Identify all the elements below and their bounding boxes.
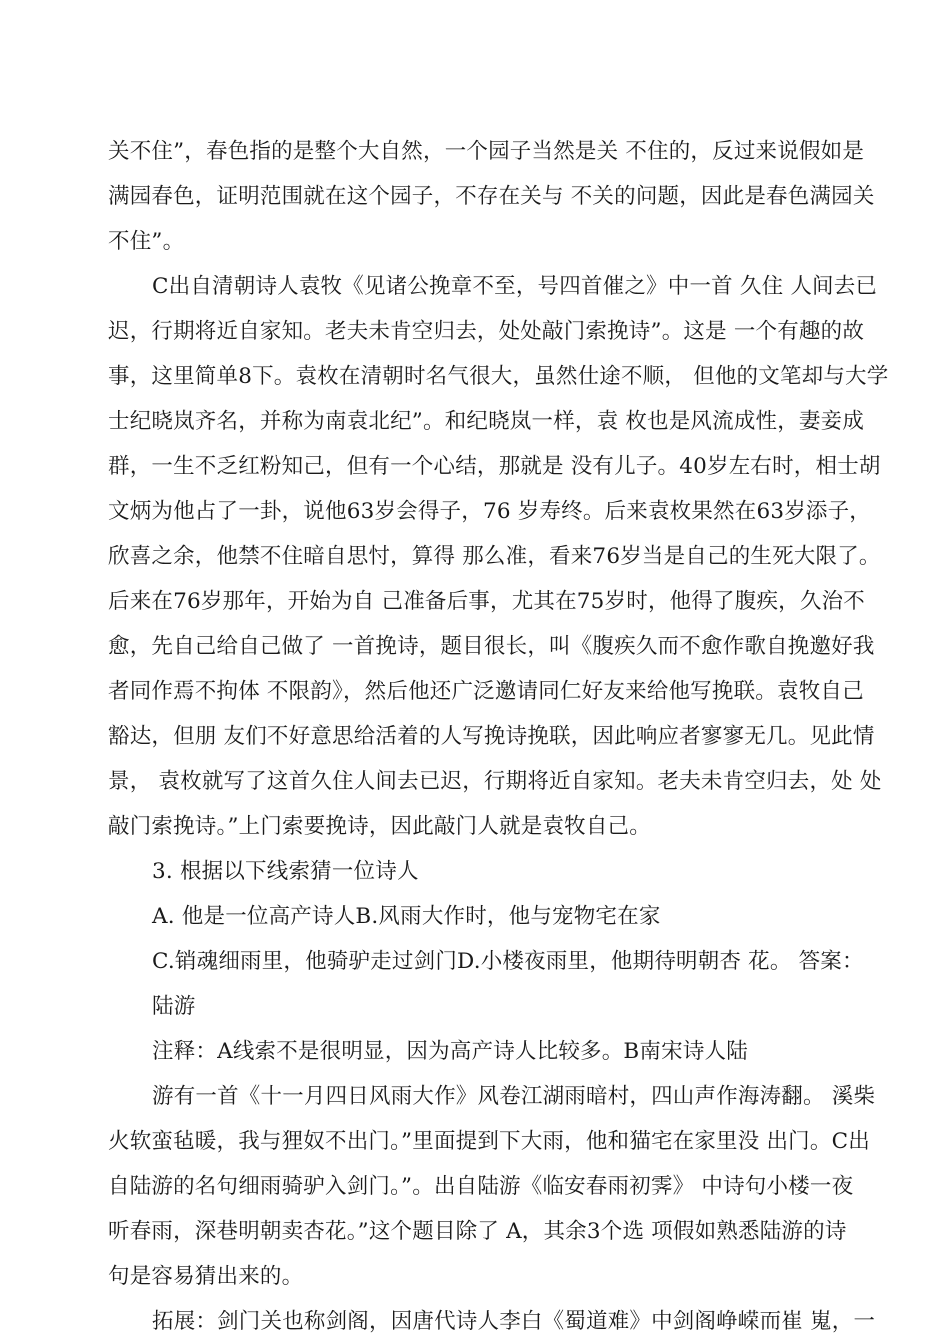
text-line: 迟，行期将近自家知。老夫未肯空归去，处处敲门索挽诗”。这是 一个有趣的故 [108, 319, 865, 344]
text-line: 愈，先自己给自己做了 一首挽诗，题目很长，叫《腹疾久而不愈作歌自挽邀好我 [108, 634, 875, 659]
text-line: 后来在76岁那年，开始为自 己准备后事，尤其在75岁时，他得了腹疾，久治不 [108, 589, 865, 614]
text-line: 关不住”，春色指的是整个大自然，一个园子当然是关 不住的，反过来说假如是 [108, 139, 865, 164]
text-line: 欣喜之余，他禁不住暗自思忖，算得 那么准，看来76岁当是自己的生死大限了。 [108, 544, 881, 569]
clue-line: C.销魂细雨里，他骑驴走过剑门D.小楼夜雨里，他期待明朝杏 花。 答案： [152, 949, 864, 974]
text-line: 听春雨，深巷明朝卖杏花。”这个题目除了 A，其余3个选 项假如熟悉陆游的诗 [108, 1219, 847, 1244]
text-line: 满园春色，证明范围就在这个园子，不存在关与 不关的问题，因此是春色满园关 [108, 184, 875, 209]
text-line: 句是容易猜出来的。 [108, 1264, 304, 1289]
text-line: 敲门索挽诗。”上门索要挽诗，因此敲门人就是袁牧自己。 [108, 814, 651, 839]
text-line: 不住”。 [108, 229, 185, 254]
text-line: 事，这里简单8下。袁枚在清朝时名气很大，虽然仕途不顺， 但他的文笔却与大学 [108, 364, 889, 389]
text-line: 豁达，但朋 友们不好意思给活着的人写挽诗挽联，因此响应者寥寥无几。见此情 [108, 724, 875, 749]
question-heading: 3. 根据以下线索猜一位诗人 [152, 859, 419, 884]
note-line: 注释：A线索不是很明显，因为高产诗人比较多。B南宋诗人陆 [152, 1039, 748, 1064]
text-line: 景， 袁枚就写了这首久住人间去已迟，行期将近自家知。老夫未肯空归去，处 处 [108, 769, 882, 794]
answer-line: 陆游 [152, 994, 196, 1019]
extension-line: 拓展：剑门关也称剑阁，因唐代诗人李白《蜀道难》中剑阁峥嵘而崔 嵬，一 [152, 1309, 876, 1334]
text-line: 游有一首《十一月四日风雨大作》风卷江湖雨暗村，四山声作海涛翻。 溪柴 [152, 1084, 876, 1109]
text-line: 文炳为他占了一卦，说他63岁会得子，76 岁寿终。后来袁枚果然在63岁添子， [108, 499, 872, 524]
clue-line: A. 他是一位高产诗人B.风雨大作时，他与宠物宅在家 [152, 904, 661, 929]
text-line: 火软蛮毡暖，我与狸奴不出门。”里面提到下大雨，他和猫宅在家里没 出门。C出 [108, 1129, 870, 1154]
text-line: C出自清朝诗人袁牧《见诸公挽章不至，号四首催之》中一首 久住 人间去已 [152, 274, 878, 299]
text-line: 自陆游的名句细雨骑驴入剑门。”。出自陆游《临安春雨初霁》 中诗句小楼一夜 [108, 1174, 854, 1199]
text-line: 士纪晓岚齐名，并称为南袁北纪”。和纪晓岚一样，袁 枚也是风流成性，妻妾成 [108, 409, 865, 434]
text-line: 者同作焉不拘体 不限韵》，然后他还广泛邀请同仁好友来给他写挽联。袁牧自己 [108, 679, 864, 704]
text-line: 群，一生不乏红粉知己，但有一个心结，那就是 没有儿子。40岁左右时，相士胡 [108, 454, 881, 479]
